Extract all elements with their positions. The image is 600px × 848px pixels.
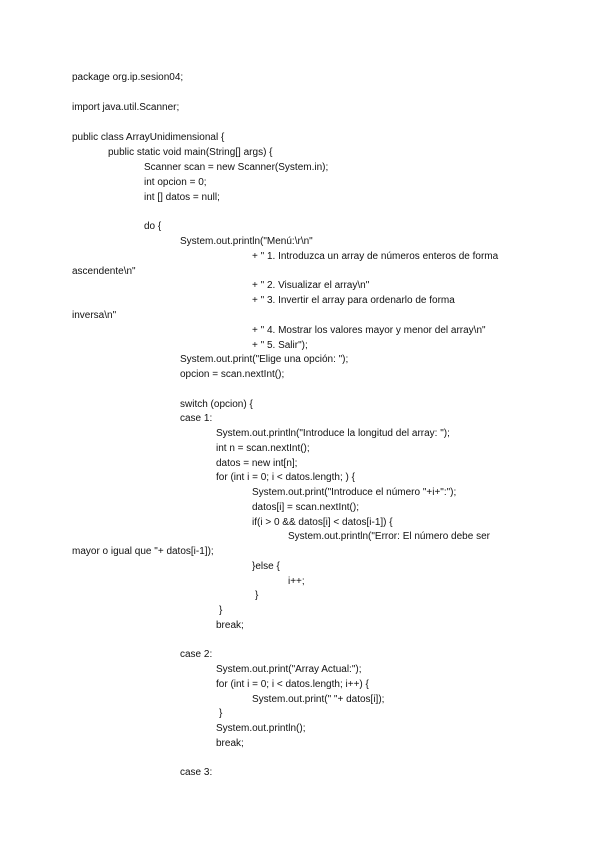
code-line: mayor o igual que "+ datos[i-1]); (72, 546, 214, 557)
code-line: System.out.println(); (216, 723, 306, 734)
code-line: break; (216, 620, 244, 631)
code-line: opcion = scan.nextInt(); (180, 369, 285, 380)
code-line: System.out.print(" "+ datos[i]); (252, 694, 385, 705)
code-line: case 2: (180, 649, 213, 660)
code-line: + " 3. Invertir el array para ordenarlo de forma (252, 295, 455, 306)
code-line: + " 5. Salir"); (252, 340, 308, 351)
code-line: System.out.print("Array Actual:"); (216, 664, 362, 675)
code-line: for (int i = 0; i < datos.length; i++) { (216, 679, 369, 690)
code-line: int [] datos = null; (144, 192, 220, 203)
code-line: }else { (252, 561, 280, 572)
code-line: datos = new int[n]; (216, 458, 298, 469)
code-line: + " 2. Visualizar el array\n" (252, 280, 370, 291)
code-line: ascendente\n" (72, 266, 136, 277)
code-line: } (255, 590, 259, 601)
code-line: int opcion = 0; (144, 177, 207, 188)
code-line: import java.util.Scanner; (72, 102, 180, 113)
code-line: for (int i = 0; i < datos.length; ) { (216, 472, 355, 483)
code-line: + " 1. Introduzca un array de números enteros de forma (252, 251, 499, 262)
code-line: System.out.println("Error: El número debe ser (288, 531, 490, 542)
code-line: Scanner scan = new Scanner(System.in); (144, 162, 329, 173)
code-line: if(i > 0 && datos[i] < datos[i-1]) { (252, 517, 393, 528)
code-line: System.out.print("Elige una opción: "); (180, 354, 349, 365)
code-line: int n = scan.nextInt(); (216, 443, 310, 454)
code-line: } (219, 605, 223, 616)
code-line: do { (144, 221, 162, 232)
code-line: } (219, 708, 223, 719)
code-line: case 1: (180, 413, 213, 424)
code-line: inversa\n" (72, 310, 117, 321)
code-line: package org.ip.sesion04; (72, 72, 184, 83)
code-line: System.out.print("Introduce el número "+i+":"); (252, 487, 457, 498)
code-line: case 3: (180, 767, 213, 778)
code-line: break; (216, 738, 244, 749)
code-line: switch (opcion) { (180, 399, 253, 410)
code-line: public class ArrayUnidimensional { (72, 132, 225, 143)
code-line: System.out.println("Introduce la longitud del array: "); (216, 428, 450, 439)
code-line: System.out.println("Menú:\r\n" (180, 236, 313, 247)
code-line: i++; (288, 576, 305, 587)
code-line: public static void main(String[] args) { (108, 147, 273, 158)
code-line: + " 4. Mostrar los valores mayor y menor del array\n" (252, 325, 486, 336)
code-line: datos[i] = scan.nextInt(); (252, 502, 359, 513)
